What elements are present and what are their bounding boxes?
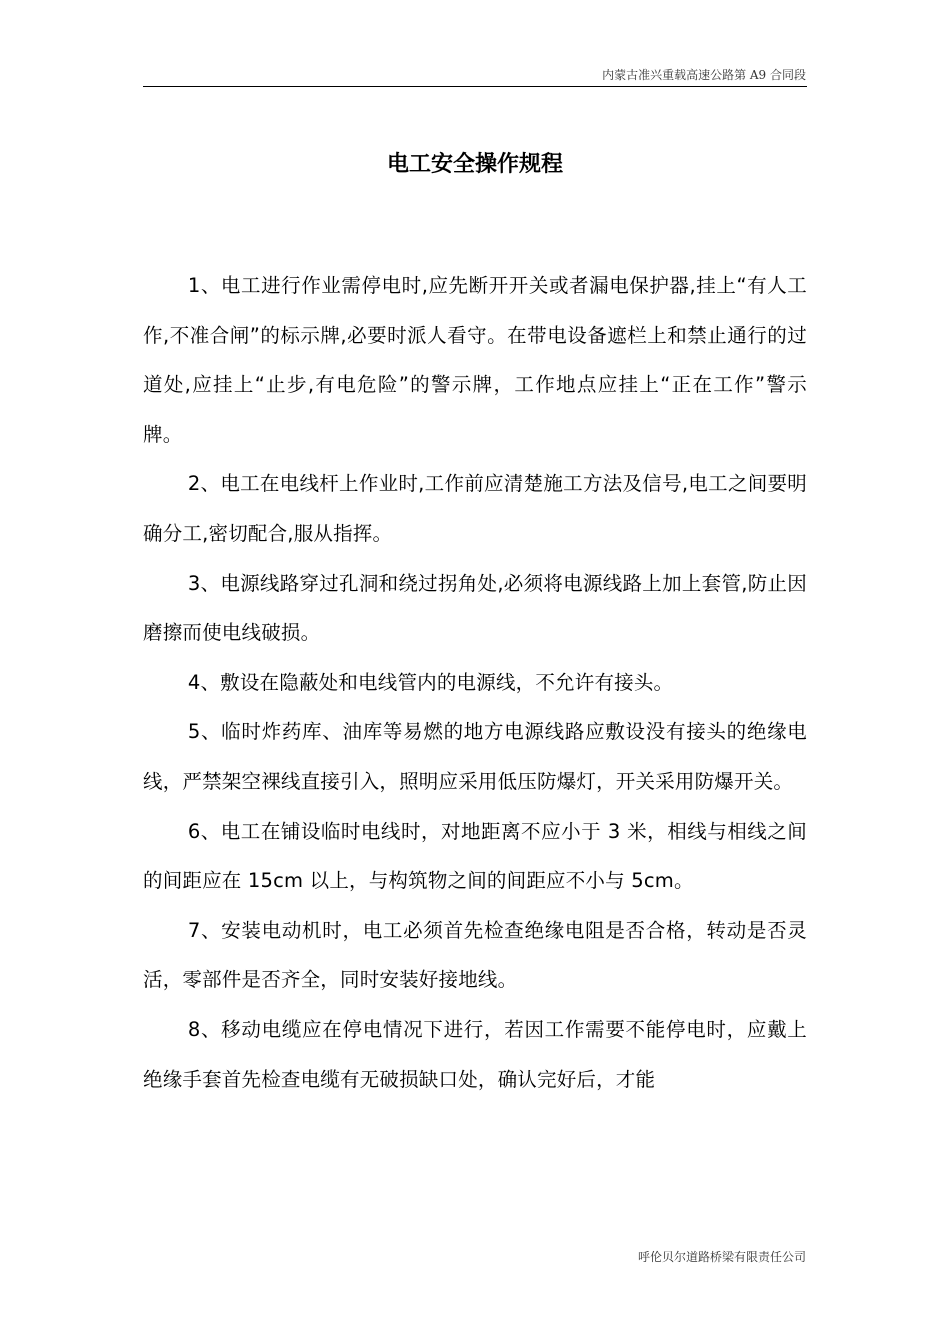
paragraph-5: 5、临时炸药库、油库等易燃的地方电源线路应敷设没有接头的绝缘电线，严禁架空裸线直接引入，照明应采用低压防爆灯，开关采用防爆开关。 [143,720,807,793]
paragraph-7: 7、安装电动机时，电工必须首先检查绝缘电阻是否合格，转动是否灵活，零部件是否齐全，同时安装好接地线。 [143,918,807,992]
document-title: 电工安全操作规程 [386,152,563,177]
document-body [143,261,807,1104]
paragraph-4: 4、敷设在隐蔽处和电线管内的电源线，不允许有接头。 [187,670,674,694]
paragraph-2: 2、电工在电线杆上作业时,工作前应清楚施工方法及信号,电工之间要明确分工,密切配合,服从指挥。 [143,472,807,545]
header-divider [143,86,807,87]
page-header: 内蒙古准兴重载高速公路第 A9 合同段 [602,68,806,82]
paragraph-1: 1、电工进行作业需停电时,应先断开开关或者漏电保护器,挂上“有人工作,不准合闸”的标示牌,必要时派人看守。在带电设备遮栏上和禁止通行的过道处,应挂上“止步,有电危险”的警示牌，工作地点应挂上“正在工作”警示牌。 [143,274,807,446]
paragraph-6: 6、电工在铺设临时电线时，对地距离不应小于 3 米，相线与相线之间的间距应在 15cm 以上，与构筑物之间的间距应不小与 5cm。 [143,819,807,893]
paragraph-8: 8、移动电缆应在停电情况下进行，若因工作需要不能停电时，应戴上绝缘手套首先检查电缆有无破损缺口处，确认完好后，才能 [143,1017,807,1091]
paragraph-3: 3、电源线路穿过孔洞和绕过拐角处,必须将电源线路上加上套管,防止因磨擦而使电线破损。 [143,571,807,645]
page-footer: 呼伦贝尔道路桥梁有限责任公司 [637,1250,806,1264]
